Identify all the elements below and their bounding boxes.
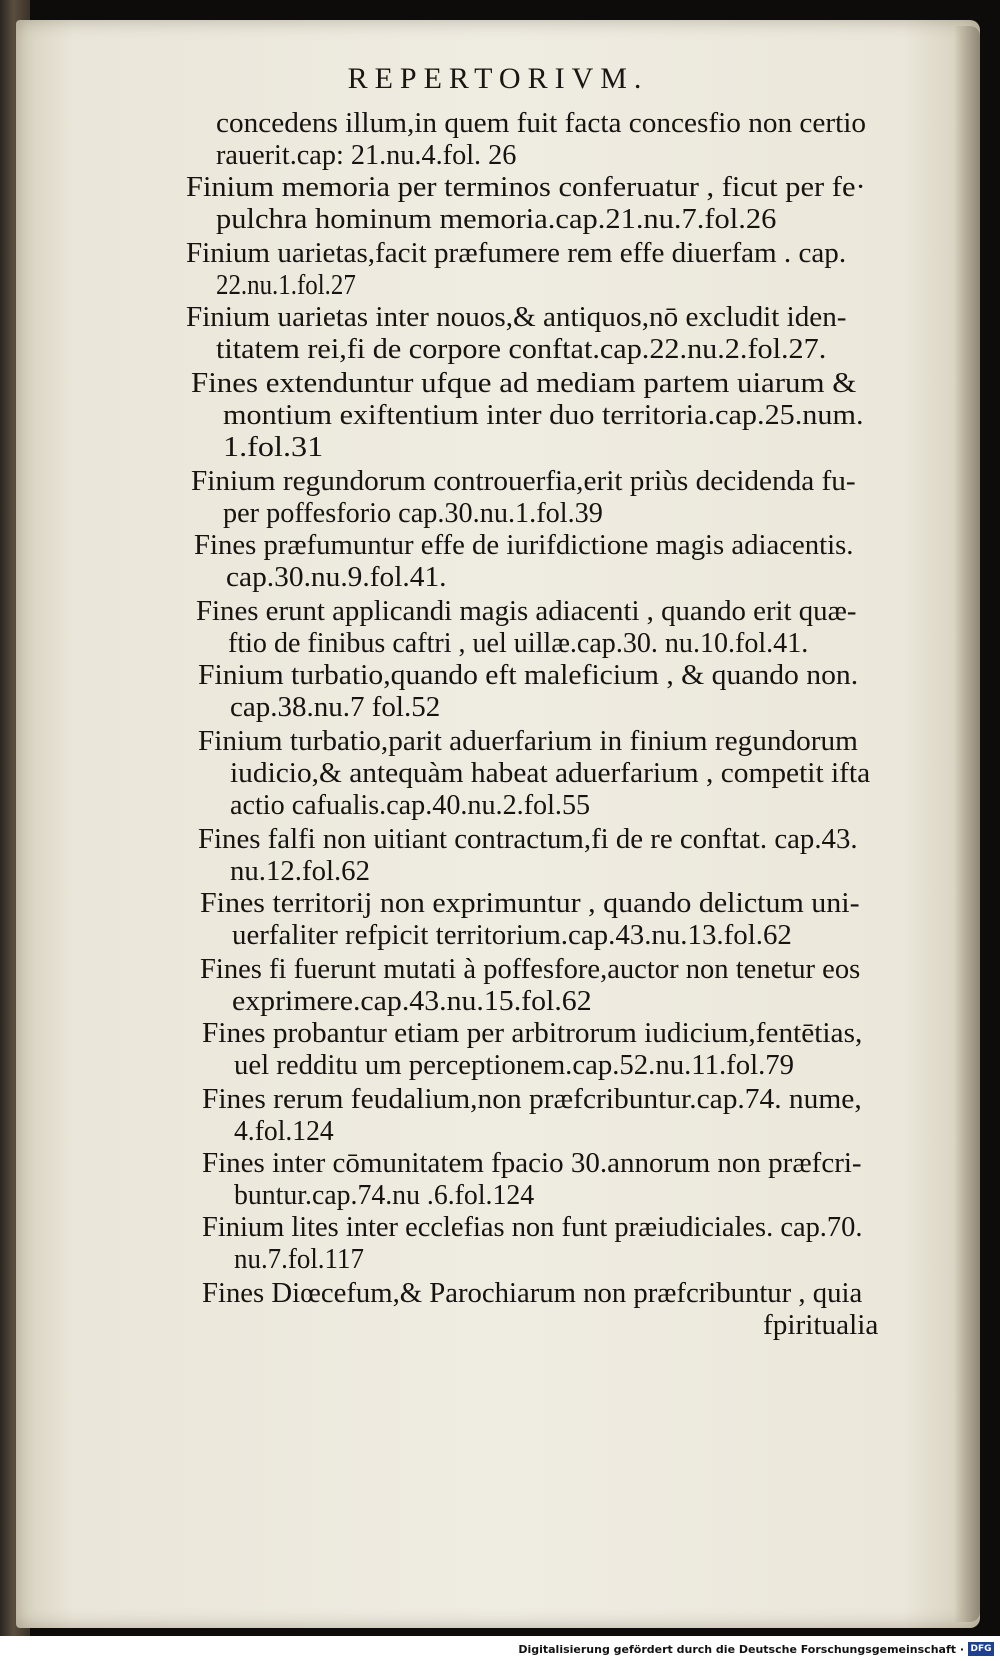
entry-line: Finium uarietas,facit præfumere rem effe diuerfam . cap. bbox=[186, 237, 847, 269]
entry-line: Fines probantur etiam per arbitrorum iudicium,fentētias, bbox=[202, 1017, 863, 1049]
entry-line: Fines Diœcefum,& Parochiarum non præfcribuntur , quia bbox=[202, 1277, 863, 1309]
entry-line: rauerit.cap: 21.nu.4.fol. 26 bbox=[216, 139, 517, 171]
entry-line: cap.30.nu.9.fol.41. bbox=[226, 561, 447, 593]
entry-line: actio cafualis.cap.40.nu.2.fol.55 bbox=[230, 789, 591, 821]
entry-line: 1.fol.31 bbox=[223, 431, 324, 463]
page-edge bbox=[954, 26, 980, 1622]
digitization-credit: Digitalisierung gefördert durch die Deutsche Forschungsgemeinschaft · bbox=[518, 1643, 964, 1656]
entry-line: Fines præfumuntur effe de iurifdictione magis adiacentis. bbox=[194, 529, 854, 561]
entry-line: per poffesforio cap.30.nu.1.fol.39 bbox=[223, 497, 603, 529]
entry-line: Finium regundorum controuerfia,erit priùs decidenda fu- bbox=[191, 465, 856, 497]
book-page bbox=[16, 20, 980, 1628]
entry-line: Fines erunt applicandi magis adiacenti , quando erit quæ- bbox=[196, 595, 857, 627]
entry-line: cap.38.nu.7 fol.52 bbox=[230, 691, 441, 723]
entry-line: buntur.cap.74.nu .6.fol.124 bbox=[234, 1179, 535, 1211]
entry-line: pulchra hominum memoria.cap.21.nu.7.fol.26 bbox=[216, 203, 777, 235]
entry-line: 4.fol.124 bbox=[234, 1115, 334, 1147]
entry-line: Fines rerum feudalium,non præfcribuntur.cap.74. nume, bbox=[202, 1083, 862, 1115]
entry-line: exprimere.cap.43.nu.15.fol.62 bbox=[232, 985, 592, 1017]
entry-line: Fines falfi non uitiant contractum,fi de re conftat. cap.43. bbox=[198, 823, 858, 855]
entry-line: Finium turbatio,parit aduerfarium in finium regundorum bbox=[198, 725, 858, 757]
entry-line: ftio de finibus caftri , uel uillæ.cap.30. nu.10.fol.41. bbox=[228, 627, 809, 659]
entry-line: Fines fi fuerunt mutati à poffesfore,auctor non tenetur eos bbox=[200, 953, 861, 985]
page-header: REPERTORIVM. bbox=[347, 62, 649, 95]
entry-line: Fines inter cōmunitatem fpacio 30.annorum non præfcri- bbox=[202, 1147, 862, 1179]
entry-line: nu.7.fol.117 bbox=[234, 1243, 364, 1275]
entry-line: Finium turbatio,quando eft maleficium , & quando non. bbox=[198, 659, 859, 691]
entry-line: titatem rei,fi de corpore conftat.cap.22.nu.2.fol.27. bbox=[216, 333, 827, 365]
entry-line: Fines territorij non exprimuntur , quando delictum uni- bbox=[200, 887, 860, 919]
entry-line: montium exiftentium inter duo territoria.cap.25.num. bbox=[223, 399, 864, 431]
entry-line: uel redditu um perceptionem.cap.52.nu.11.fol.79 bbox=[234, 1049, 794, 1081]
entry-line: Finium lites inter ecclefias non funt præiudiciales. cap.70. bbox=[202, 1211, 863, 1243]
entry-line: 22.nu.1.fol.27 bbox=[216, 269, 356, 301]
entry-line: Finium memoria per terminos conferuatur , ficut per fe· bbox=[186, 171, 866, 203]
dfg-logo: DFG bbox=[968, 1642, 994, 1656]
entry-line: concedens illum,in quem fuit facta concesfio non certio bbox=[216, 107, 867, 139]
entry-line: fpiritualia bbox=[763, 1309, 879, 1341]
entry-line: Fines extenduntur ufque ad mediam partem uiarum & bbox=[191, 367, 857, 399]
entry-line: iudicio,& antequàm habeat aduerfarium , competit ifta bbox=[230, 757, 871, 789]
entry-line: uerfaliter refpicit territorium.cap.43.nu.13.fol.62 bbox=[232, 919, 792, 951]
entry-line: nu.12.fol.62 bbox=[230, 855, 370, 887]
entry-line: Finium uarietas inter nouos,& antiquos,nō excludit iden- bbox=[186, 301, 847, 333]
